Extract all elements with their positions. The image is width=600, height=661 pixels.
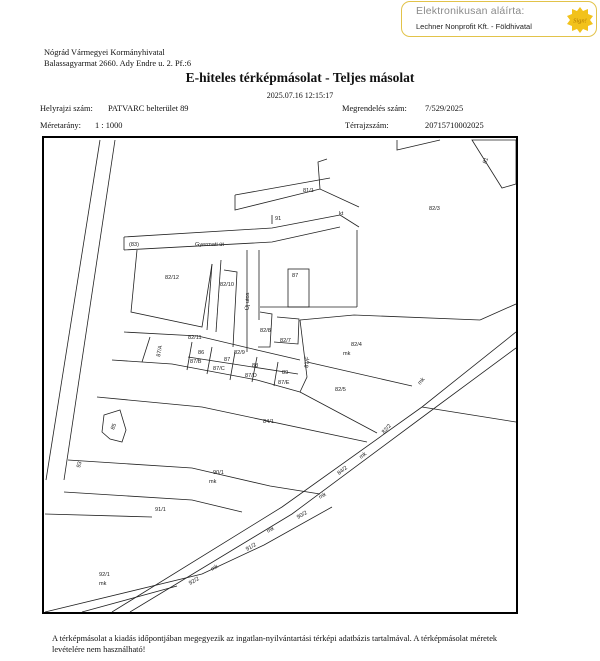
map-number-label: Térrajzszám: (345, 121, 389, 130)
map-label: 87/D (245, 373, 257, 379)
map-label: 88 (252, 363, 259, 369)
scale-value: 1 : 1000 (95, 121, 123, 130)
map-number-value: 20715710002025 (425, 121, 484, 130)
svg-text:Sign!: Sign! (573, 17, 587, 25)
office-name: Nógrád Vármegyei Kormányhivatal (44, 48, 165, 57)
map-label: 82/2 (381, 423, 393, 436)
signature-title: Elektronikusan aláírta: (416, 5, 525, 17)
parcel-labels (76, 157, 490, 587)
document-title: E-hiteles térképmásolat - Teljes másolat (185, 70, 415, 85)
map-label: 82/8 (260, 328, 271, 334)
map-label: 84/1 (263, 419, 274, 425)
map-label: 81 (482, 156, 491, 165)
map-label: 87/C (213, 366, 225, 372)
map-label: 81/1 (303, 188, 314, 194)
map-label: 90/2 (296, 510, 309, 521)
document-timestamp: 2025.07.16 12:15:17 (266, 91, 334, 100)
map-label: mk (358, 451, 369, 461)
map-label: mk (99, 581, 107, 587)
map-label: Gyermati út (195, 242, 224, 248)
map-label: 82/5 (335, 387, 346, 393)
map-label: 91/1 (155, 507, 166, 513)
e-signature-box (401, 1, 597, 37)
map-label: Új utca (245, 292, 251, 310)
signature-organization: Lechner Nonprofit Kft. - Földhivatal (416, 22, 532, 31)
parcel-number-value: PATVARC belterület 89 (108, 104, 189, 113)
parcel-boundaries (45, 140, 516, 612)
map-label: 82/4 (351, 342, 362, 348)
map-label: 87 (224, 357, 231, 363)
map-label: 87/E (278, 380, 290, 386)
map-label: kt (339, 211, 344, 217)
map-label: 82/10 (220, 282, 234, 288)
map-label: mk (266, 525, 276, 535)
map-label: mk (343, 351, 351, 357)
map-label: 87 (292, 273, 299, 279)
map-label: 85 (110, 422, 119, 431)
cadastral-map (42, 136, 518, 614)
map-label: mk (417, 376, 427, 387)
map-label: 82/9 (234, 350, 245, 356)
map-label: 82/12 (165, 275, 179, 281)
order-number-label: Megrendelés szám: (342, 104, 407, 113)
map-label: 84/2 (336, 465, 349, 477)
map-label: 82/11 (188, 335, 202, 341)
map-label: 82/3 (429, 206, 440, 212)
footer-note: A térképmásolat a kiadás időpontjában megegyezik az ingatlan-nyilvántartási térképi adatbázis tartalmával. A térképmásolat méretek levételére nem használható! (52, 634, 498, 654)
parcel-number-label: Helyrajzi szám: (40, 104, 93, 113)
map-label: 92/2 (188, 576, 201, 587)
map-label: mk (210, 563, 220, 573)
map-label: (83) (129, 242, 139, 248)
map-label: 87/B (190, 359, 202, 365)
order-number-value: 7/529/2025 (425, 104, 464, 113)
map-label: 87/F (304, 356, 312, 369)
map-label: 89 (282, 370, 289, 376)
map-label: mk (209, 479, 217, 485)
map-label: 92/1 (99, 572, 110, 578)
map-label: 91 (275, 216, 282, 222)
map-label: 82/7 (280, 338, 291, 344)
office-address: Balassagyarmat 2660. Ady Endre u. 2. Pf.:6 (44, 59, 192, 68)
map-label: 90/1 (213, 470, 224, 476)
sign-seal-icon (566, 6, 594, 34)
map-label: 91/2 (245, 542, 258, 553)
map-label: mk (318, 491, 328, 501)
scale-label: Méretarány: (40, 121, 81, 130)
map-label: 87/A (156, 344, 164, 358)
map-label: 93 (76, 460, 84, 469)
map-drawing (44, 138, 516, 612)
map-label: 86 (198, 350, 205, 356)
